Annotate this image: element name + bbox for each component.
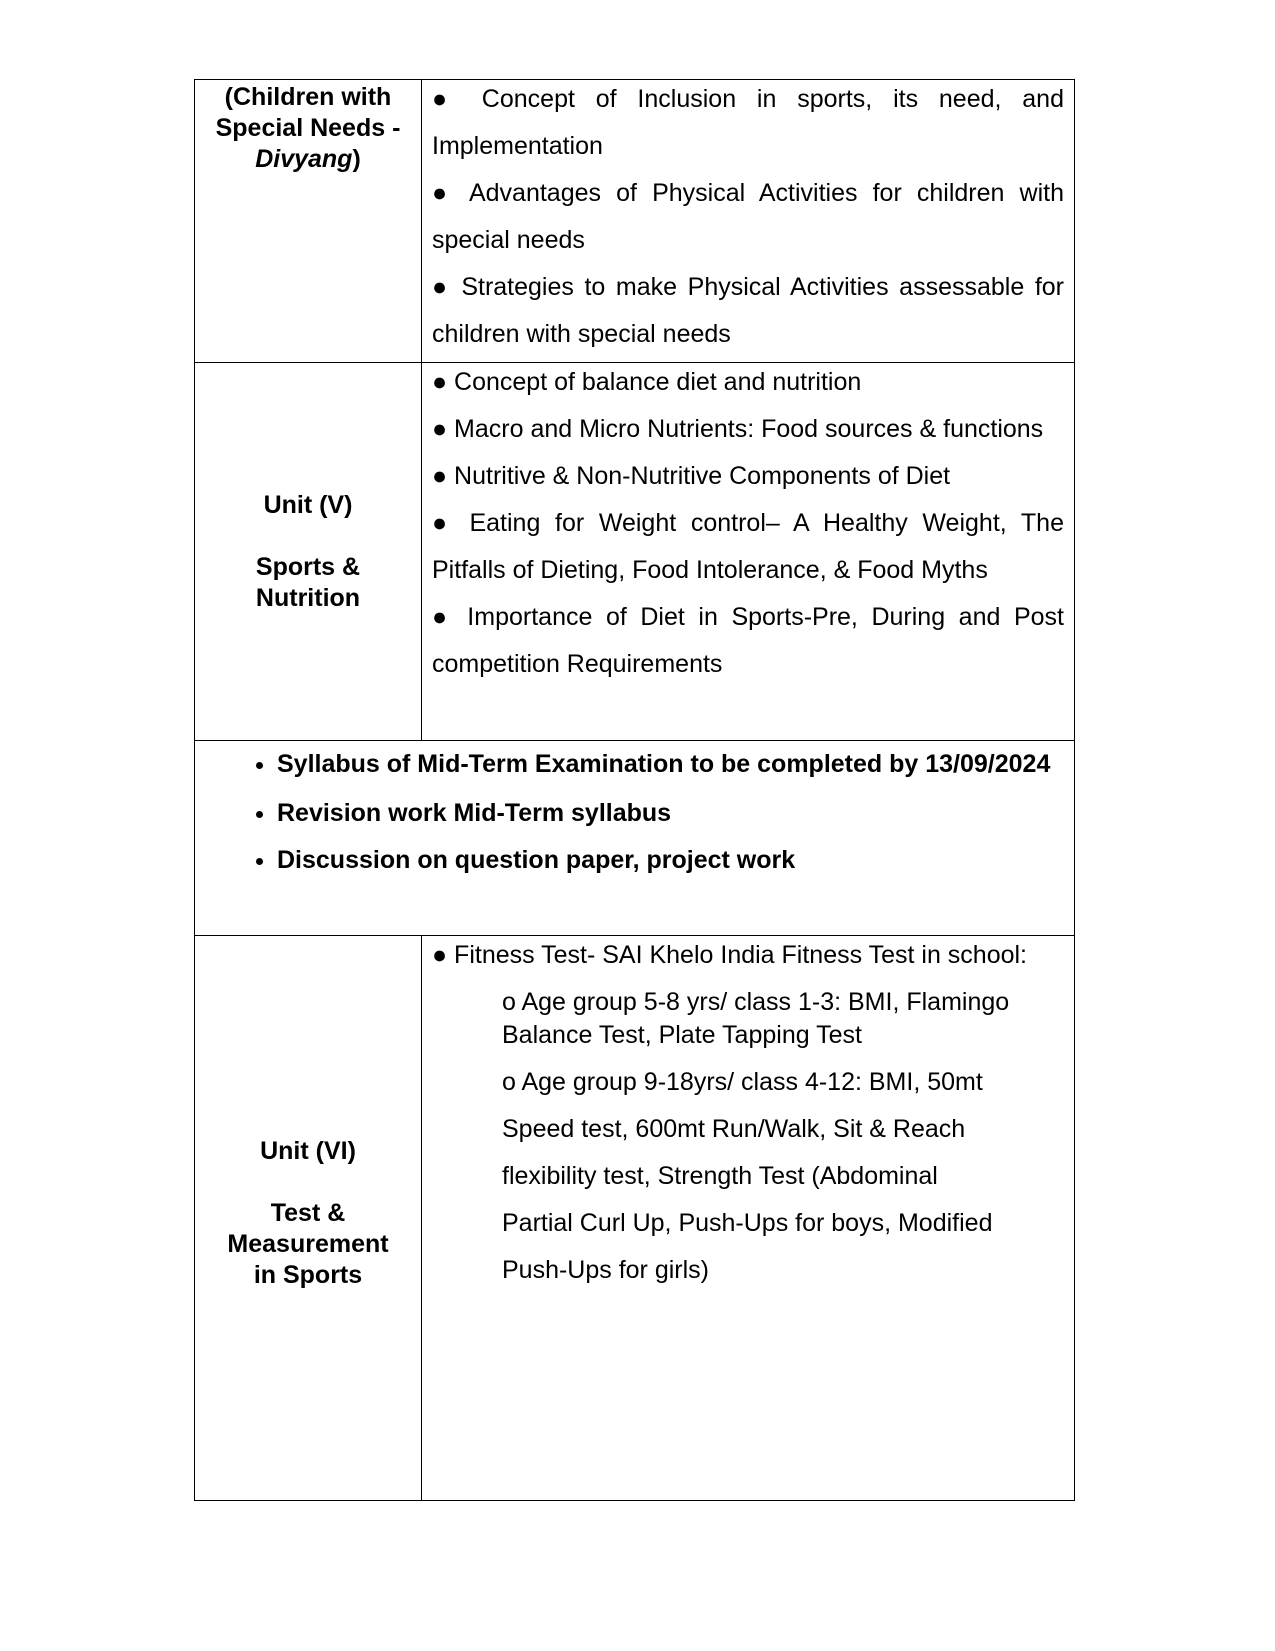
unit-title-line: Nutrition: [255, 583, 361, 612]
topic-point: ● Advantages of Physical Activities for children with special needs: [432, 179, 1064, 254]
sub-point-line: o Age group 9-18yrs/ class 4-12: BMI, 50mt: [502, 1068, 983, 1096]
topic-point: ● Concept of balance diet and nutrition: [432, 368, 862, 396]
topic-point: ● Fitness Test- SAI Khelo India Fitness Test in school:: [432, 941, 1028, 969]
unit-title-cell: [195, 363, 422, 741]
table-row: [195, 363, 1075, 741]
table-row: [195, 936, 1075, 1501]
topic-point: ● Macro and Micro Nutrients: Food sources & functions: [432, 415, 1044, 443]
topics-cell: [422, 80, 1075, 363]
topic-point: ● Nutritive & Non-Nutritive Components of Diet: [432, 462, 951, 490]
unit-title-italic: Divyang: [255, 145, 353, 173]
list-item: • Discussion on question paper, project work: [277, 837, 1064, 884]
list-item: • Revision work Mid-Term syllabus: [277, 790, 1064, 837]
topics-cell: [422, 936, 1075, 1501]
unit-title-line: Sports &: [255, 552, 361, 581]
unit-title-line: [195, 144, 421, 175]
unit-title-line: Measurement: [227, 1229, 389, 1258]
sub-point-line: o Age group 5-8 yrs/ class 1-3: BMI, Flamingo: [502, 988, 1010, 1016]
topic-point: ● Importance of Diet in Sports-Pre, During and Post competition Requirements: [432, 603, 1064, 678]
topic-point: ● Concept of Inclusion in sports, its need, and Implementation: [432, 85, 1064, 160]
sub-point-line: Partial Curl Up, Push-Ups for boys, Modified: [502, 1209, 993, 1237]
exam-notes-cell: [195, 741, 1075, 936]
exam-notes-list: [195, 741, 1064, 884]
topic-point: ● Eating for Weight control– A Healthy Weight, The Pitfalls of Dieting, Food Intolerance, & Food Myths: [432, 509, 1064, 584]
sub-point-line: Push-Ups for girls): [502, 1256, 709, 1284]
topics-cell: [422, 363, 1075, 741]
sub-point-line: Balance Test, Plate Tapping Test: [502, 1021, 862, 1049]
sub-point-line: flexibility test, Strength Test (Abdominal: [502, 1162, 938, 1190]
unit-title-paren: ): [352, 145, 361, 173]
sub-point-line: Speed test, 600mt Run/Walk, Sit & Reach: [502, 1115, 966, 1143]
unit-title-line: Special Needs -: [215, 114, 401, 142]
unit-title-cell: [195, 936, 422, 1501]
table-row: [195, 741, 1075, 936]
unit-title-line: Test &: [270, 1198, 346, 1227]
unit-title-cell: [195, 80, 422, 363]
unit-title-line: (Children with: [224, 83, 392, 111]
unit-number: Unit (VI): [260, 1136, 356, 1165]
unit-number: Unit (V): [263, 490, 353, 519]
syllabus-table: [194, 79, 1075, 1501]
topic-point: ● Strategies to make Physical Activities assessable for children with special needs: [432, 273, 1064, 348]
list-item: • Syllabus of Mid-Term Examination to be completed by 13/09/2024: [277, 741, 1064, 788]
unit-title-line: in Sports: [253, 1260, 363, 1289]
table-row: [195, 80, 1075, 363]
